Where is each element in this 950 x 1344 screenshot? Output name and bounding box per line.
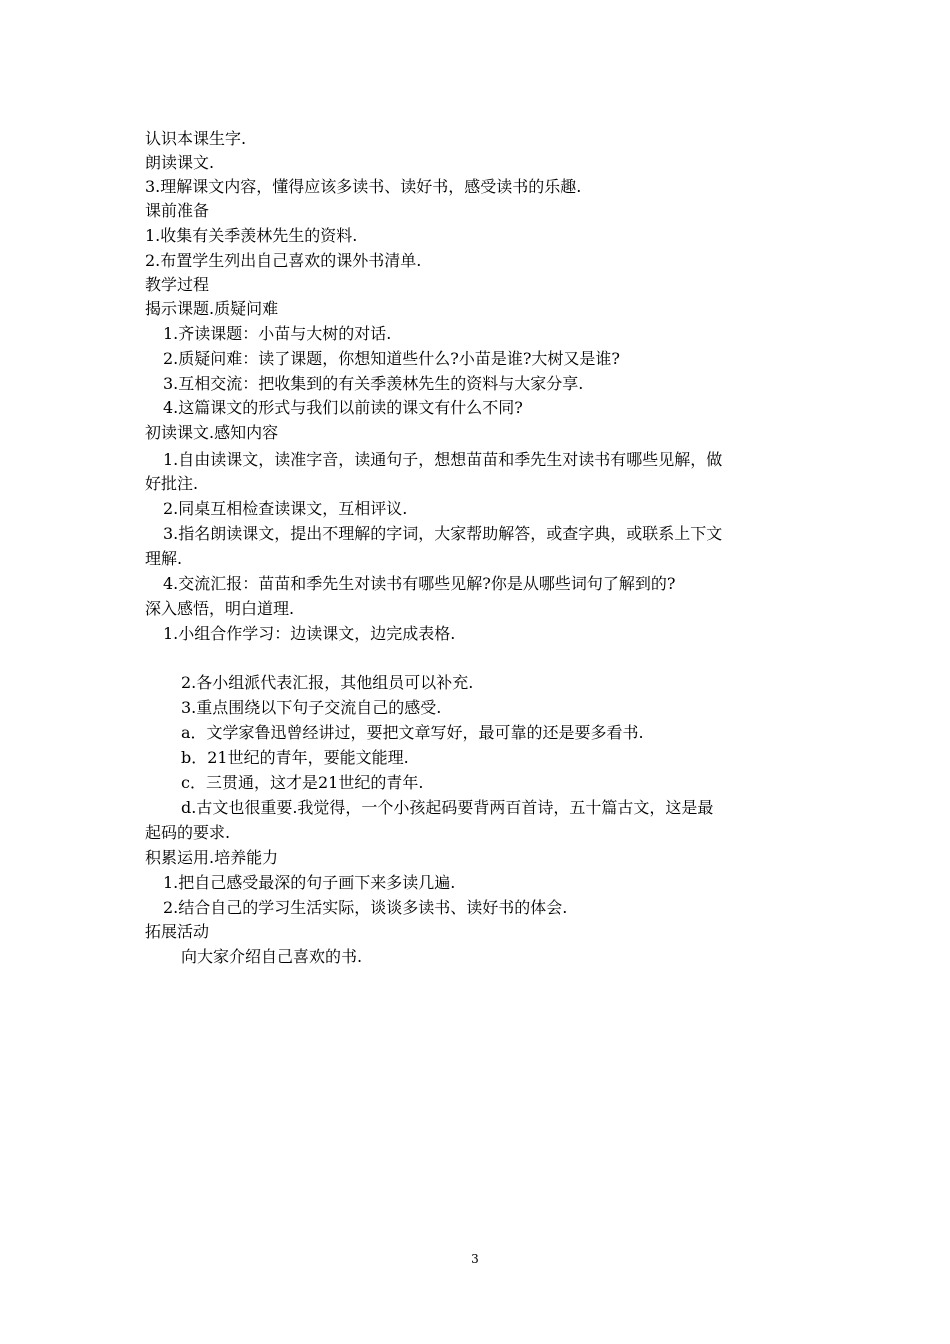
quote-c: c．三贯通，这才是21世纪的青年. [181, 773, 424, 792]
subsection-heading-3: 深入感悟，明白道理. [145, 599, 295, 618]
page-number: 3 [471, 1252, 479, 1266]
step-2-item-1: 1.自由读课文，读准字音，读通句子，想想苗苗和季先生对读书有哪些见解，做 [163, 450, 723, 469]
subsection-heading-1: 揭示课题.质疑问难 [145, 299, 279, 318]
step-3-item-3: 3.重点围绕以下句子交流自己的感受. [181, 698, 442, 717]
step-1-item-3: 3.互相交流：把收集到的有关季羡林先生的资料与大家分享. [163, 374, 584, 393]
step-4-item-2: 2.结合自己的学习生活实际，谈谈多读书、读好书的体会. [163, 898, 568, 917]
step-2-item-1-cont: 好批注. [145, 474, 199, 493]
quote-d-cont: 起码的要求. [145, 823, 231, 842]
step-2-item-4: 4.交流汇报：苗苗和季先生对读书有哪些见解?你是从哪些词句了解到的? [163, 574, 676, 593]
quote-d: d.古文也很重要.我觉得，一个小孩起码要背两百首诗，五十篇古文，这是最 [181, 798, 714, 817]
subsection-heading-4: 积累运用.培养能力 [145, 848, 279, 867]
preparation-item-2: 2.布置学生列出自己喜欢的课外书清单. [145, 251, 422, 270]
objective-line-1: 认识本课生字. [145, 129, 247, 148]
objective-line-3: 3.理解课文内容，懂得应该多读书、读好书，感受读书的乐趣. [145, 177, 582, 196]
step-1-item-1: 1.齐读课题：小苗与大树的对话. [163, 324, 392, 343]
step-2-item-2: 2.同桌互相检查读课文，互相评议. [163, 499, 408, 518]
subsection-heading-2: 初读课文.感知内容 [145, 423, 279, 442]
step-2-item-3-cont: 理解. [145, 549, 183, 568]
step-2-item-3: 3.指名朗读课文，提出不理解的字词，大家帮助解答，或查字典，或联系上下文 [163, 524, 723, 543]
step-4-item-1: 1.把自己感受最深的句子画下来多读几遍. [163, 873, 456, 892]
step-1-item-4: 4.这篇课文的形式与我们以前读的课文有什么不同? [163, 398, 523, 417]
preparation-item-1: 1.收集有关季羡林先生的资料. [145, 226, 358, 245]
extension-item: 向大家介绍自己喜欢的书. [181, 947, 363, 966]
step-1-item-2: 2.质疑问难：读了课题，你想知道些什么?小苗是谁?大树又是谁? [163, 349, 621, 368]
objective-line-2: 朗读课文. [145, 153, 215, 172]
section-heading-process: 教学过程 [145, 275, 210, 294]
section-heading-extension: 拓展活动 [145, 922, 210, 941]
quote-a: a．文学家鲁迅曾经讲过，要把文章写好，最可靠的还是要多看书. [181, 723, 644, 742]
step-3-item-2: 2.各小组派代表汇报，其他组员可以补充. [181, 673, 474, 692]
step-3-item-1: 1.小组合作学习：边读课文，边完成表格. [163, 624, 456, 643]
quote-b: b．21世纪的青年，要能文能理. [181, 748, 409, 767]
section-heading-preparation: 课前准备 [145, 201, 210, 220]
